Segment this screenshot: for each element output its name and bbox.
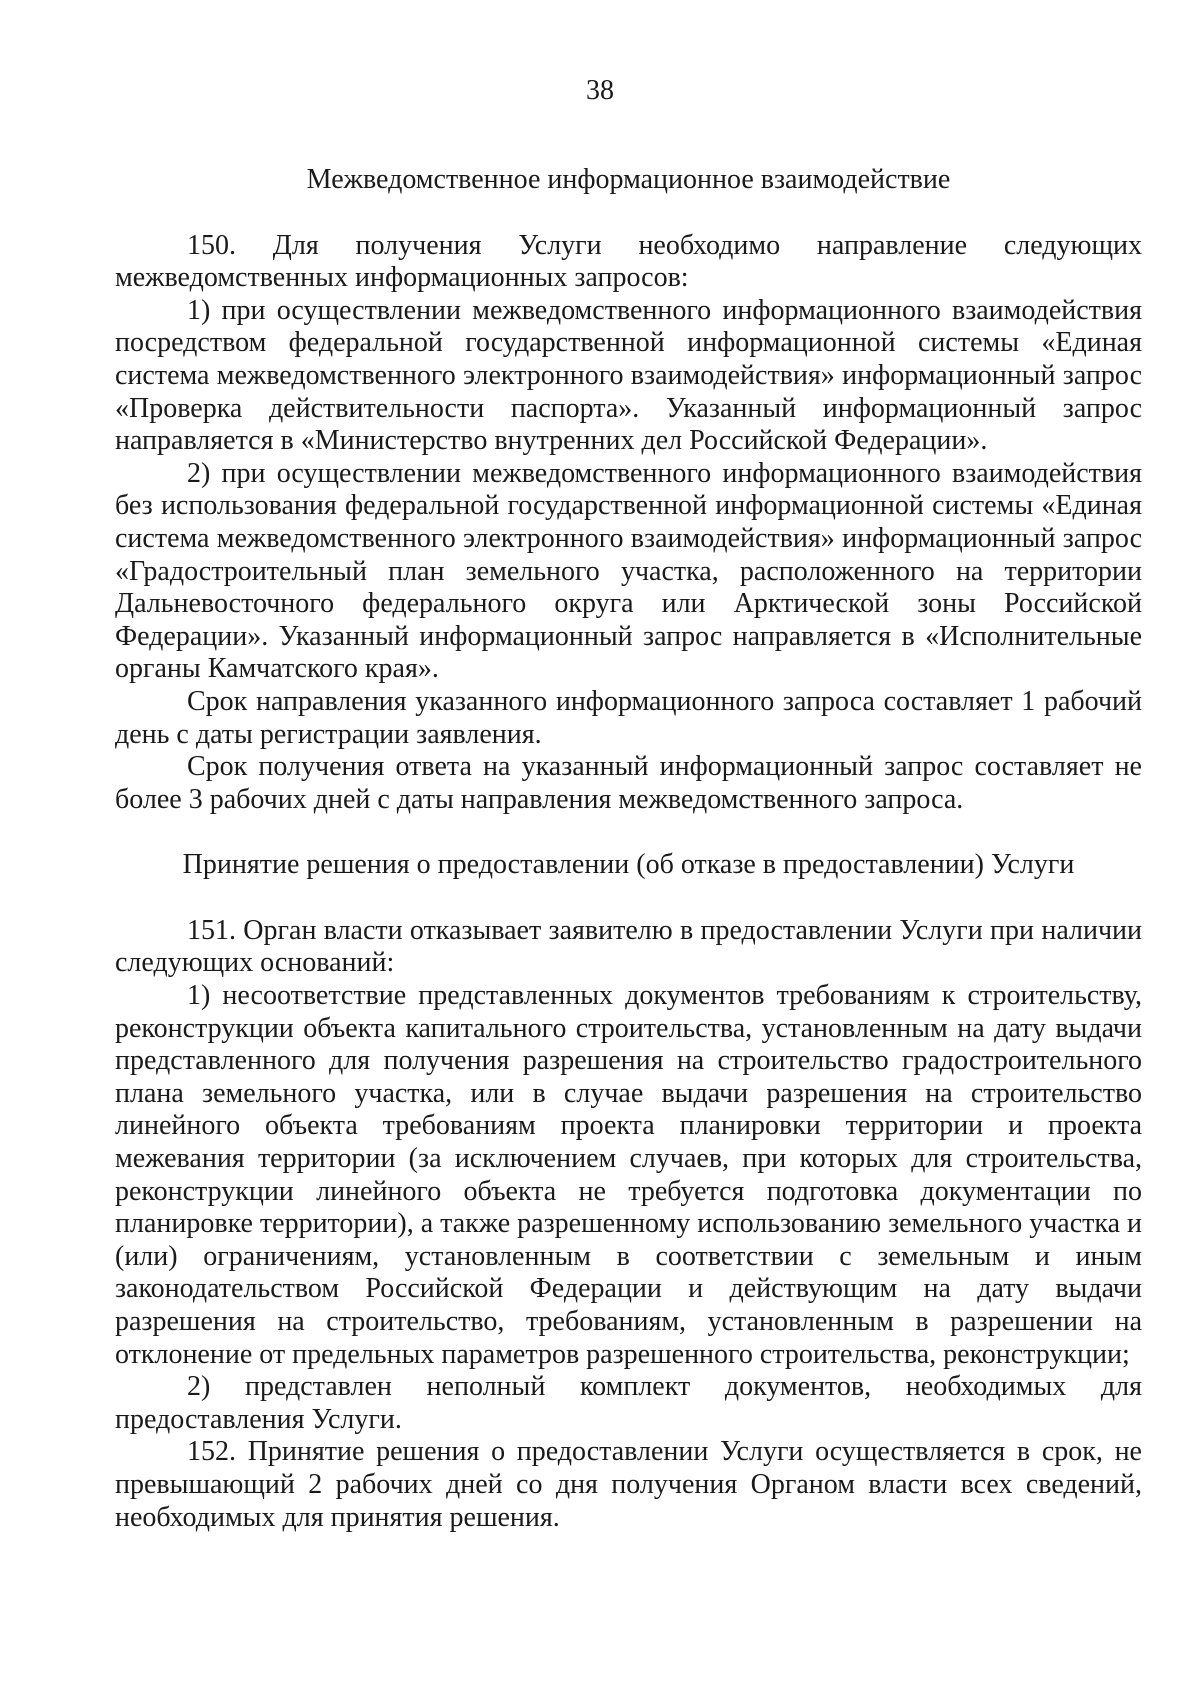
paragraph-request-send-term: Срок направления указанного информационного запроса составляет 1 рабочий день с даты регистрации заявления. — [115, 685, 1142, 750]
paragraph-response-term: Срок получения ответа на указанный информационный запрос составляет не более 3 рабочих дней с даты направления межведомственного запроса. — [115, 751, 1142, 815]
paragraph-150: 150. Для получения Услуги необходимо направление следующих межведомственных информационных запросов: — [115, 229, 1142, 294]
section-heading-decision: Принятие решения о предоставлении (об отказе в предоставлении) Услуги — [182, 849, 1075, 881]
document-body — [115, 164, 1142, 1534]
page-number: 38 — [586, 75, 614, 106]
paragraph-152: 152. Принятие решения о предоставлении Услуги осуществляется в срок, не превышающий 2 рабочих дней со дня получения Органом власти всех сведений, необходимых для принятия решения. — [115, 1436, 1142, 1533]
section-heading-interagency: Межведомственное информационное взаимодействие — [306, 164, 951, 195]
paragraph-150-item-2: 2) при осуществлении межведомственного информационного взаимодействия без использования федеральной государственной информационной системы «Единая система межведомственного электронного взаимодействия» информационный запрос «Градостроительный план земельного участка, расположенного на территории Дальневосточного федерального округа или Арктической зоны Российской Федерации». Указанный информационный запрос направляется в «Исполнительные органы Камчатского края». — [115, 457, 1142, 685]
paragraph-151-item-2: 2) представлен неполный комплект документов, необходимых для предоставления Услуги. — [115, 1371, 1142, 1435]
paragraph-150-item-1: 1) при осуществлении межведомственного информационного взаимодействия посредством федеральной государственной информационной системы «Единая система межведомственного электронного взаимодействия» информационный запрос «Проверка действительности паспорта». Указанный информационный запрос направляется в «Министерство внутренних дел Российской Федерации». — [115, 294, 1142, 457]
paragraph-151: 151. Орган власти отказывает заявителю в предоставлении Услуги при наличии следующих оснований: — [115, 914, 1142, 979]
paragraph-151-item-1: 1) несоответствие представленных документов требованиям к строительству, реконструкции объекта капитального строительства, установленным на дату выдачи представленного для получения разрешения на строительство градостроительного плана земельного участка, или в случае выдачи разрешения на строительство линейного объекта требованиям проекта планировки территории и проекта межевания территории (за исключением случаев, при которых для строительства, реконструкции линейного объекта не требуется подготовка документации по планировке территории), а также разрешенному использованию земельного участка и (или) ограничениям, установленным в соответствии с земельным и иным законодательством Российской Федерации и действующим на дату выдачи разрешения на строительство, требованиям, установленным в разрешении на отклонение от предельных параметров разрешенного строительства, реконструкции; — [115, 980, 1142, 1370]
